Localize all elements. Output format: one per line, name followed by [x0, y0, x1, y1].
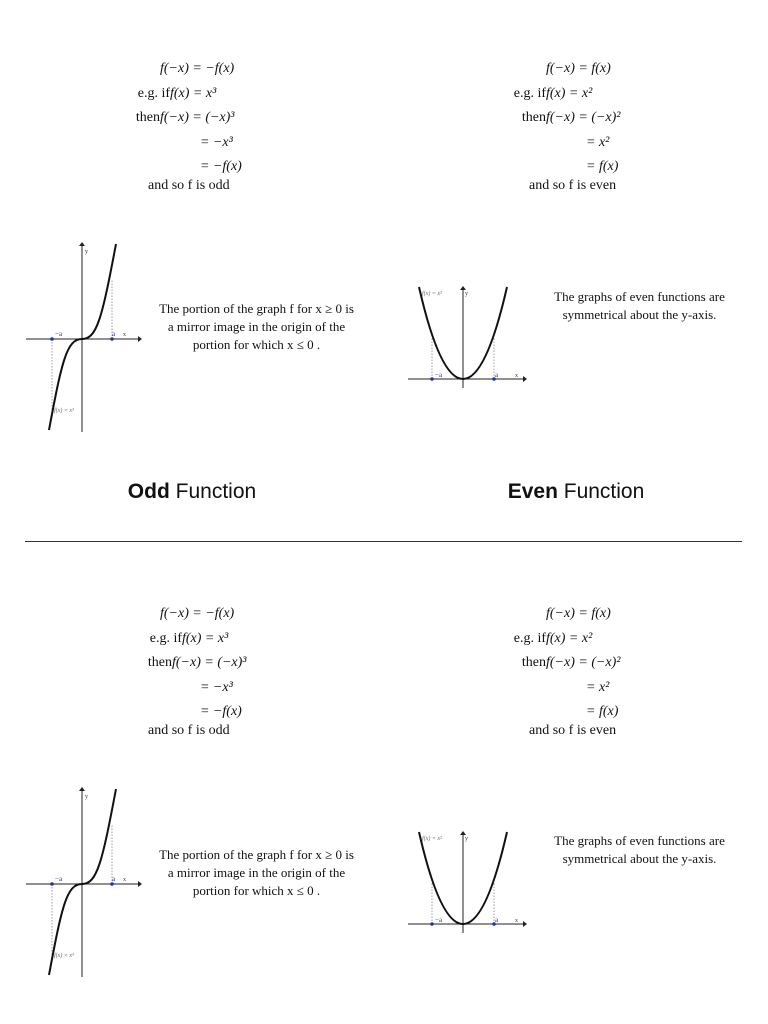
section-divider: [25, 541, 742, 542]
even-function-title: Even Function: [507, 480, 645, 503]
derivation-row: e.g. if f(x) = x³: [137, 85, 217, 101]
y-axis-label: y: [85, 794, 88, 800]
x-axis-label: x: [123, 877, 126, 883]
derivation-row: f(−x) = f(x): [546, 606, 611, 621]
derivation-row: e.g. if f(x) = x²: [513, 630, 593, 646]
function-label: f(x) = x²: [422, 836, 442, 842]
odd-description: The portion of the graph f for x ≥ 0 is a mirror image in the origin of the portion for which x ≤ 0 .: [159, 847, 354, 898]
tick-label-neg-a: −a: [435, 371, 443, 379]
even-graph: [405, 827, 530, 937]
derivation-row: = −x³: [200, 679, 233, 695]
derivation-row: then f(−x) = (−x)³: [135, 110, 235, 125]
even-conclusion: and so f is even: [529, 723, 617, 738]
derivation-row: then f(−x) = (−x)²: [521, 655, 621, 670]
tick-label-neg-a: −a: [435, 916, 443, 924]
derivation-row: f(−x) = −f(x): [160, 61, 235, 76]
derivation-row: f(−x) = −f(x): [160, 606, 235, 621]
x-axis-label: x: [515, 373, 518, 379]
derivation-row: = −x³: [200, 134, 233, 150]
derivation-row: f(−x) = f(x): [546, 61, 611, 76]
function-label: f(x) = x²: [422, 291, 442, 297]
odd-description: The portion of the graph f for x ≥ 0 is a mirror image in the origin of the portion for which x ≤ 0 .: [159, 301, 354, 352]
derivation-row: = f(x): [586, 704, 619, 719]
derivation-row: then f(−x) = (−x)²: [521, 110, 621, 125]
tick-label-neg-a: −a: [55, 330, 63, 338]
even-graph: [405, 282, 530, 392]
y-axis-label: y: [465, 291, 468, 297]
derivation-row: = −f(x): [200, 159, 242, 174]
x-axis-label: x: [123, 332, 126, 338]
y-axis-label: y: [85, 249, 88, 255]
tick-label-a: a: [495, 916, 499, 924]
function-label: f(x) = x³: [54, 408, 74, 414]
even-derivation: [494, 602, 674, 725]
derivation-row: = f(x): [586, 159, 619, 174]
tick-label-neg-a: −a: [55, 875, 63, 883]
function-label: f(x) = x³: [54, 953, 74, 959]
even-description: The graphs of even functions are symmetrical about the y-axis.: [554, 833, 725, 866]
odd-derivation: [110, 57, 290, 180]
derivation-row: = x²: [586, 679, 610, 695]
derivation-row: = x²: [586, 134, 610, 150]
derivation-row: = −f(x): [200, 704, 242, 719]
derivation-row: e.g. if f(x) = x²: [513, 85, 593, 101]
odd-function-title: Odd Function: [127, 480, 257, 503]
odd-graph: [22, 785, 142, 980]
x-axis-label: x: [515, 918, 518, 924]
derivation-row: e.g. if f(x) = x³: [149, 630, 229, 646]
odd-derivation: [110, 602, 290, 725]
even-conclusion: and so f is even: [529, 178, 617, 193]
tick-label-a: a: [112, 330, 116, 338]
odd-conclusion: and so f is odd: [148, 178, 230, 193]
even-description: The graphs of even functions are symmetrical about the y-axis.: [554, 289, 725, 322]
odd-graph: [22, 240, 142, 435]
tick-label-a: a: [112, 875, 116, 883]
odd-conclusion: and so f is odd: [148, 723, 230, 738]
even-derivation: [494, 57, 674, 180]
y-axis-label: y: [465, 836, 468, 842]
tick-label-a: a: [495, 371, 499, 379]
derivation-row: then f(−x) = (−x)³: [147, 655, 247, 670]
